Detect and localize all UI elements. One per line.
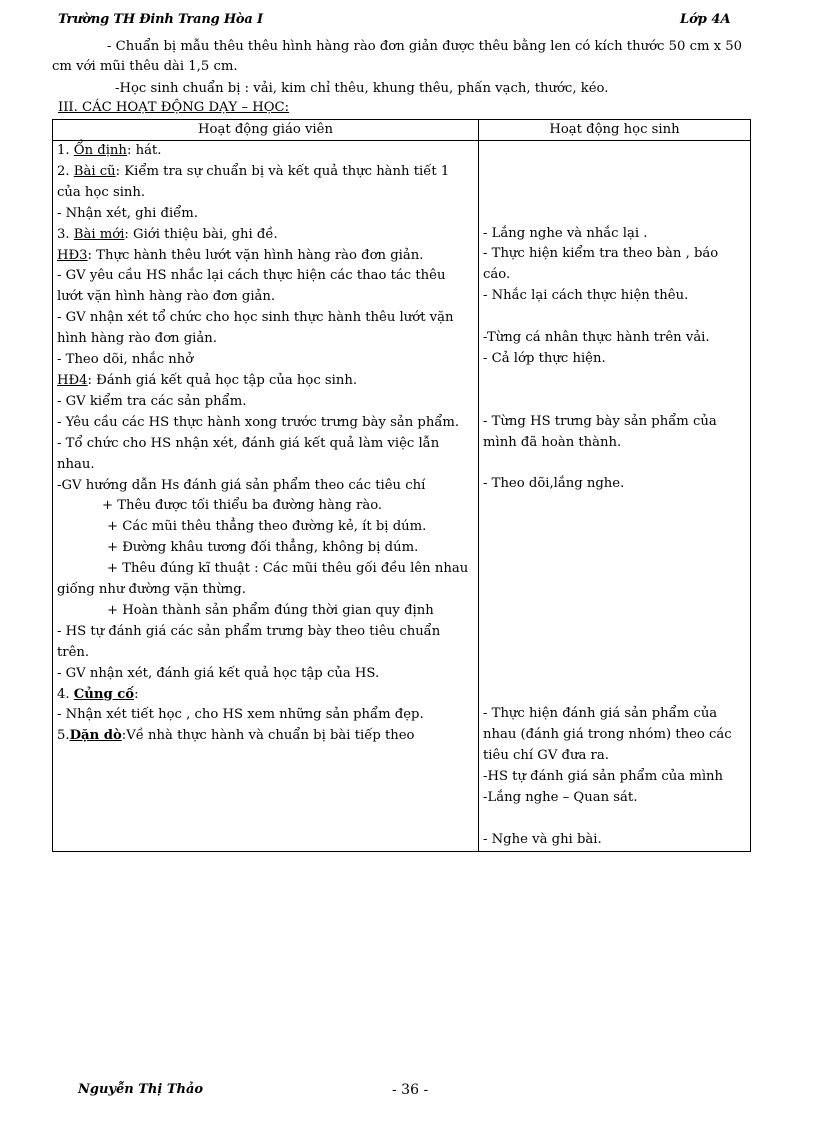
- header-school: Trường TH Đinh Trang Hòa I: [58, 12, 263, 27]
- activities-table: [52, 119, 751, 852]
- page-number: - 36 -: [392, 1082, 429, 1098]
- student-line: - Nghe và ghi bài.: [483, 831, 602, 847]
- teacher-line: - Tổ chức cho HS nhận xét, đánh giá kết quả làm việc lẫn nhau.: [57, 435, 440, 472]
- teacher-line: - GV kiểm tra các sản phẩm.: [57, 393, 247, 409]
- teacher-line: - GV yêu cầu HS nhắc lại cách thực hiện các thao tác thêu lướt vặn hình hàng rào đơn giản.: [57, 268, 446, 305]
- teacher-line: - Yêu cầu các HS thực hành xong trước trưng bày sản phẩm.: [57, 414, 460, 430]
- header-class: Lớp 4A: [680, 12, 731, 27]
- teacher-line: 1. Ổn định: hát.: [57, 143, 162, 158]
- student-column-header: Hoạt động học sinh: [479, 120, 751, 141]
- criteria-item: + Hoàn thành sản phẩm đúng thời gian quy định: [107, 602, 434, 618]
- student-line: - Thực hiện đánh giá sản phẩm của nhau (đánh giá trong nhóm) theo các tiêu chí GV đưa ra.: [483, 706, 732, 763]
- teacher-line: - GV nhận xét, đánh giá kết quả học tập của HS.: [57, 665, 380, 681]
- teacher-line: - GV nhận xét tổ chức cho học sinh thực hành thêu lướt vặn hình hàng rào đơn giản.: [57, 310, 454, 347]
- student-activities-cell: [479, 141, 751, 852]
- student-line: - Theo dõi,lắng nghe.: [483, 476, 625, 492]
- criteria-item: + Thêu đúng kĩ thuật : Các mũi thêu gối đều lên nhau giống như đường vặn thừng.: [57, 561, 469, 598]
- intro-paragraph-2: -Học sinh chuẩn bị : vải, kim chỉ thêu, khung thêu, phấn vạch, thước, kéo.: [115, 81, 609, 96]
- student-line: -Lắng nghe – Quan sát.: [483, 789, 638, 805]
- teacher-line: -GV hướng dẫn Hs đánh giá sản phẩm theo các tiêu chí: [57, 477, 426, 493]
- intro-paragraph-1: - Chuẩn bị mẫu thêu thêu hình hàng rào đơn giản được thêu bằng len có kích thước 50 cm x 50 cm với mũi thêu dài 1,5 cm.: [52, 39, 743, 74]
- teacher-line: 5.Dặn dò:Về nhà thực hành và chuẩn bị bài tiếp theo: [57, 728, 415, 744]
- teacher-line: HĐ4: Đánh giá kết quả học tập của học sinh.: [57, 372, 358, 388]
- teacher-line: - Theo dõi, nhắc nhở: [57, 352, 194, 368]
- student-line: - Thực hiện kiểm tra theo bàn , báo cáo.: [483, 246, 719, 283]
- student-line: - Nhắc lại cách thực hiện thêu.: [483, 288, 689, 304]
- teacher-activities-cell: [53, 141, 479, 852]
- teacher-line: HĐ3: Thực hành thêu lướt vặn hình hàng rào đơn giản.: [57, 247, 424, 263]
- teacher-line: - Nhận xét, ghi điểm.: [57, 205, 198, 221]
- student-line: - Lắng nghe và nhắc lại .: [483, 225, 648, 241]
- section-title: III. CÁC HOẠT ĐỘNG DẠY – HỌC:: [58, 100, 290, 115]
- student-line: -HS tự đánh giá sản phẩm của mình: [483, 768, 724, 784]
- criteria-item: + Đường khâu tương đối thẳng, không bị dúm.: [107, 540, 419, 556]
- student-line: - Cả lớp thực hiện.: [483, 350, 606, 366]
- teacher-line: - HS tự đánh giá các sản phẩm trưng bày theo tiêu chuẩn trên.: [57, 623, 441, 660]
- teacher-line: - Nhận xét tiết học , cho HS xem những sản phẩm đẹp.: [57, 707, 424, 723]
- student-line: -Từng cá nhân thực hành trên vải.: [483, 330, 710, 346]
- teacher-column-header: Hoạt động giáo viên: [53, 120, 479, 141]
- teacher-line: 3. Bài mới: Giới thiệu bài, ghi đề.: [57, 226, 278, 242]
- teacher-line: 4. Củng cố:: [57, 686, 139, 702]
- student-line: - Từng HS trưng bày sản phẩm của mình đã hoàn thành.: [483, 413, 717, 450]
- criteria-item: + Các mũi thêu thẳng theo đường kẻ, ít bị dúm.: [107, 519, 427, 535]
- author-signature: Nguyễn Thị Thảo: [78, 1082, 204, 1097]
- teacher-line: 2. Bài cũ: Kiểm tra sự chuẩn bị và kết quả thực hành tiết 1 của học sinh.: [57, 163, 450, 200]
- criteria-item: + Thêu được tối thiểu ba đường hàng rào.: [102, 498, 383, 514]
